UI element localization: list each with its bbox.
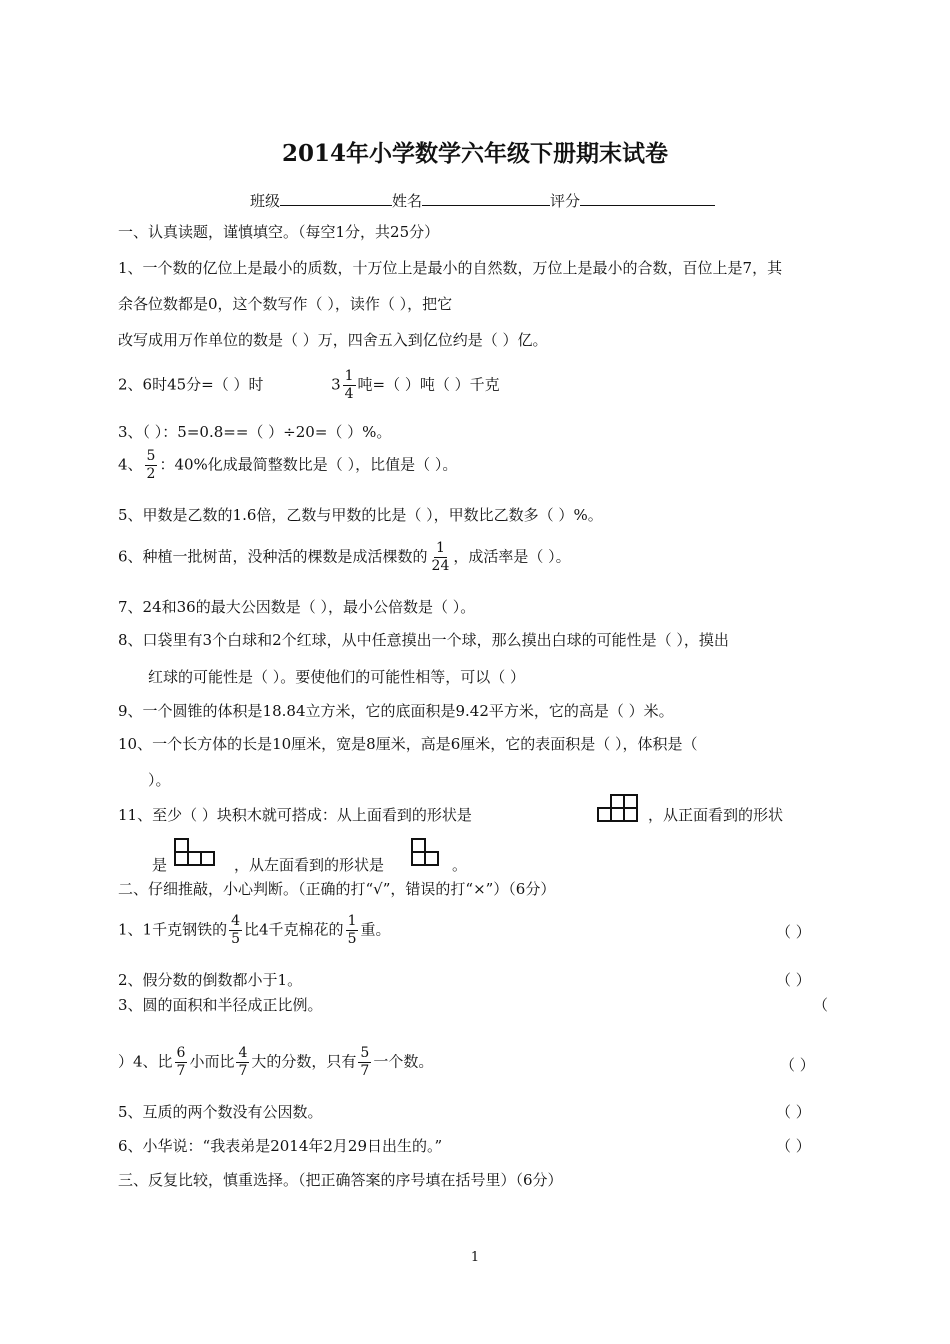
q6-fraction [430,540,452,575]
judge-1-part-c: 重。 [360,920,391,939]
judge-4-part-c: 大的分数，只有 [251,1052,357,1071]
q4-text: ：40%化成最简整数比是（ ），比值是（ ）。 [159,455,458,474]
q10-line-b: ）。 [148,771,171,789]
q2-fraction [343,368,356,403]
q11-line-d: ，从左面看到的形状是 [234,856,385,874]
front-view-shape [174,838,219,870]
q6-part-b: ，成活率是（ ）。 [453,547,571,566]
q1-line-a: 1、一个数的亿位上是最小的质数，十万位上是最小的自然数，万位上是最小的合数，百位上是7，其 [118,259,783,277]
judge-5: 5、互质的两个数没有公因数。 [118,1103,323,1121]
top-view-shape [597,794,642,826]
judge-6-answer-paren[interactable]: （ ） [776,1137,811,1155]
judge-1 [118,913,391,948]
judge-4-fraction-b [236,1045,249,1080]
judge-1-denominator-b: 5 [347,931,357,947]
judge-1-numerator-a: 4 [231,913,241,929]
judge-1-answer-paren[interactable]: （ ） [776,923,811,941]
q2-part-a: 2、6时45分=（ ）时 [118,375,264,394]
judge-2: 2、假分数的倒数都小于1。 [118,971,303,989]
judge-5-answer-paren[interactable]: （ ） [776,1103,811,1121]
judge-4-numerator-a: 6 [176,1045,186,1061]
section-1-heading: 一、认真读题，谨慎填空。（每空1分，共25分） [118,223,440,241]
q2-numerator: 1 [344,368,354,384]
page-title: 2014年小学数学六年级下册期末试卷 [281,140,668,167]
q1-line-c: 改写成用万作单位的数是（ ）万，四舍五入到亿位约是（ ）亿。 [118,331,548,349]
judge-4-part-a: ）4、比 [118,1052,173,1071]
q11-line-c: 是 [152,856,168,874]
q6-part-a: 6、种植一批树苗，没种活的棵数是成活棵数的 [118,547,428,566]
judge-4-numerator-c: 5 [360,1045,370,1061]
q2-denominator: 4 [344,386,354,402]
q5: 5、甲数是乙数的1.6倍，乙数与甲数的比是（ ），甲数比乙数多（ ）%。 [118,506,603,524]
judge-4-part-b: 小而比 [189,1052,235,1071]
left-view-shape [411,838,441,870]
name-label: 姓名 [392,192,423,210]
judge-1-numerator-b: 1 [347,913,357,929]
class-label: 班级 [250,192,281,210]
judge-1-part-a: 1、1千克钢铁的 [118,920,228,939]
q4-fraction [145,448,158,483]
judge-1-denominator-a: 5 [231,931,241,947]
judge-4-denominator-b: 7 [238,1063,248,1079]
q7: 7、24和36的最大公因数是（ ），最小公倍数是（ ）。 [118,598,476,616]
judge-1-fraction-a [229,913,242,948]
q6-numerator: 1 [436,540,445,556]
q3: 3、（ ）：5=0.8==（ ）÷20=（ ）%。 [118,423,392,441]
class-blank [280,191,392,206]
judge-3: 3、圆的面积和半径成正比例。 [118,996,323,1014]
q4-numerator: 5 [146,448,156,464]
judge-4-denominator-c: 7 [360,1063,370,1079]
judge-4-numerator-b: 4 [238,1045,248,1061]
q9: 9、一个圆锥的体积是18.84立方米，它的底面积是9.42平方米，它的高是（ ）米。 [118,702,674,720]
judge-6: 6、小华说：“我表弟是2014年2月29日出生的。” [118,1137,443,1155]
q4 [118,448,457,483]
q11-line-b: ，从正面看到的形状 [648,806,784,824]
q4-prefix: 4、 [118,455,143,474]
judge-2-answer-paren[interactable]: （ ） [776,971,811,989]
judge-1-part-b: 比4千克棉花的 [244,920,344,939]
judge-4-part-d: 一个数。 [373,1052,434,1071]
judge-4-fraction-a [175,1045,188,1080]
judge-4 [118,1045,433,1080]
page-number: 1 [470,1250,480,1265]
judge-1-fraction-b [346,913,359,948]
q4-denominator: 2 [146,466,156,482]
judge-4-denominator-a: 7 [176,1063,186,1079]
q6 [118,540,571,575]
q11-line-a: 11、至少（ ）块积木就可搭成：从上面看到的形状是 [118,806,472,824]
judge-3-answer-paren[interactable]: （ [813,996,829,1014]
score-label: 评分 [550,192,581,210]
student-info-line [250,190,715,211]
score-blank [580,191,715,206]
q2-whole: 3 [331,375,341,394]
q6-denominator: 24 [431,558,450,574]
q1-line-b: 余各位数都是0，这个数写作（ ），读作（ ），把它 [118,295,453,313]
name-blank [422,191,550,206]
section-2-heading: 二、仔细推敲，小心判断。（正确的打“√”，错误的打“×”）（6分） [118,880,556,898]
judge-4-fraction-c [358,1045,371,1080]
q2-part-b: 吨=（ ）吨（ ）千克 [357,375,500,394]
judge-4-answer-paren[interactable]: （ ） [780,1056,815,1074]
q11-line-e: 。 [452,856,468,874]
q8-line-a: 8、口袋里有3个白球和2个红球，从中任意摸出一个球，那么摸出白球的可能性是（ ），摸出 [118,631,729,649]
q10-line-a: 10、一个长方体的长是10厘米，宽是8厘米，高是6厘米，它的表面积是（ ），体积是（ [118,735,698,753]
section-3-heading: 三、反复比较，慎重选择。（把正确答案的序号填在括号里）（6分） [118,1171,563,1189]
q2 [118,368,500,403]
q8-line-b: 红球的可能性是（ ）。要使他们的可能性相等，可以（ ） [148,668,526,686]
